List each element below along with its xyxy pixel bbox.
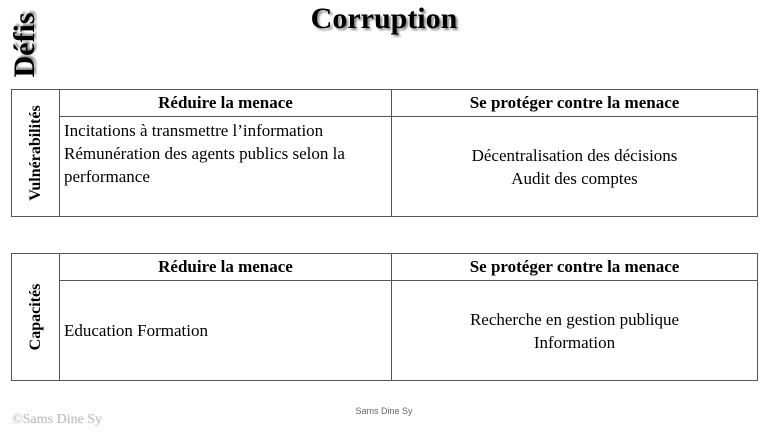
cell-line: performance <box>64 167 150 186</box>
cell-line: Information <box>533 332 616 352</box>
column-header-reduce: Réduire la menace <box>60 90 392 117</box>
row-label-cell <box>12 254 60 381</box>
vulnerabilities-table <box>11 89 758 217</box>
protect-cell <box>392 117 758 217</box>
protect-cell <box>392 281 758 381</box>
column-header-reduce: Réduire la menace <box>60 254 392 281</box>
cell-line: Audit des comptes <box>511 168 638 188</box>
row-label: Capacités <box>26 283 44 351</box>
row-label: Vulnérabilités <box>26 105 44 201</box>
cell-line: Incitations à transmettre l’information <box>64 121 324 140</box>
watermark: ©Sams Dine Sy <box>12 412 102 427</box>
side-title: Défis <box>8 12 41 78</box>
cell-line: Education Formation <box>64 321 209 340</box>
cell-line: Décentralisation des décisions <box>471 145 678 165</box>
row-label-cell <box>12 90 60 217</box>
column-header-protect: Se protéger contre la menace <box>392 254 758 281</box>
cell-line: Recherche en gestion publique <box>469 309 680 329</box>
reduce-cell <box>60 117 392 217</box>
reduce-cell <box>60 281 392 381</box>
slide-title: Corruption <box>310 2 458 35</box>
cell-line: Rémunération des agents publics selon la <box>64 144 345 163</box>
capacities-table <box>11 253 758 381</box>
column-header-protect: Se protéger contre la menace <box>392 90 758 117</box>
footer-credit: Sams Dine Sy <box>355 406 413 416</box>
